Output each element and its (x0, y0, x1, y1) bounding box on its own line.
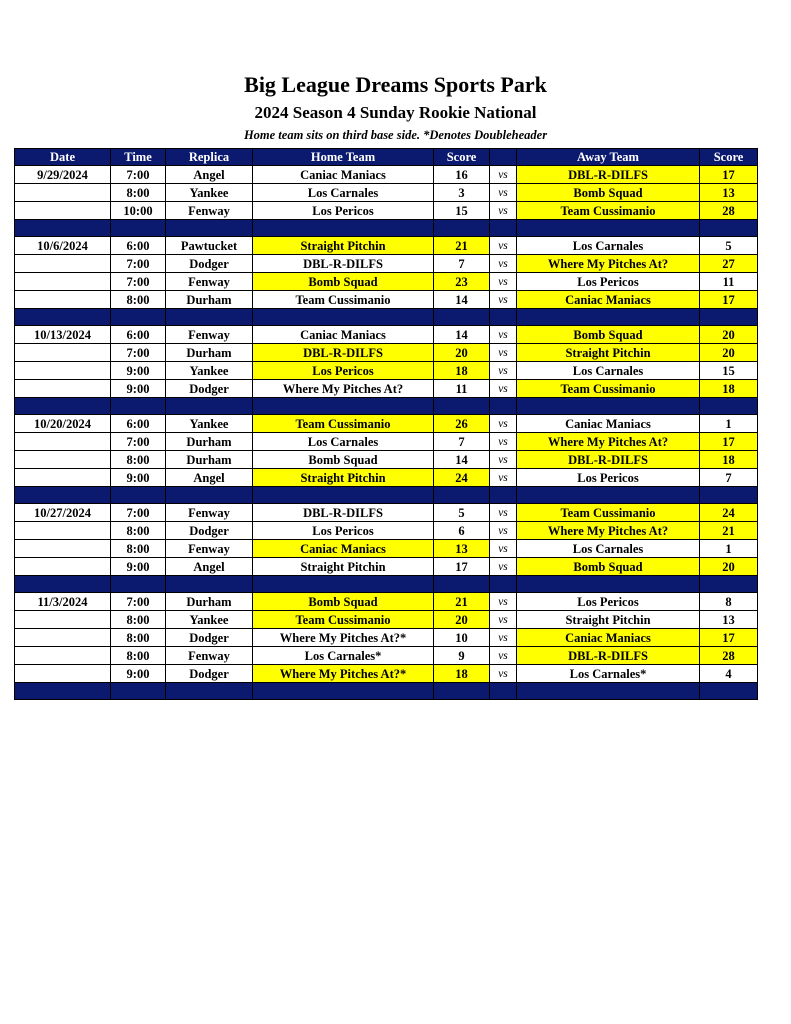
vs-cell: vs (490, 469, 517, 487)
replica-cell: Yankee (166, 611, 253, 629)
vs-cell: vs (490, 362, 517, 380)
date-cell (15, 344, 111, 362)
col-header-home-team: Home Team (253, 149, 434, 166)
away-score-cell: 17 (700, 433, 758, 451)
vs-cell: vs (490, 326, 517, 344)
home-score-cell: 14 (434, 291, 490, 309)
col-header-home-score: Score (434, 149, 490, 166)
time-cell: 8:00 (111, 647, 166, 665)
time-cell: 7:00 (111, 166, 166, 184)
col-header-date: Date (15, 149, 111, 166)
date-cell: 10/20/2024 (15, 415, 111, 433)
away-team-cell: Bomb Squad (517, 558, 700, 576)
schedule-body (15, 166, 758, 700)
replica-cell: Durham (166, 291, 253, 309)
date-cell (15, 611, 111, 629)
time-cell: 8:00 (111, 522, 166, 540)
away-team-cell: Straight Pitchin (517, 344, 700, 362)
time-cell: 6:00 (111, 237, 166, 255)
away-score-cell: 4 (700, 665, 758, 683)
away-score-cell: 27 (700, 255, 758, 273)
home-team-cell: Straight Pitchin (253, 558, 434, 576)
replica-cell: Durham (166, 344, 253, 362)
replica-cell: Angel (166, 166, 253, 184)
home-score-cell: 16 (434, 166, 490, 184)
home-score-cell: 11 (434, 380, 490, 398)
home-team-cell: Los Pericos (253, 522, 434, 540)
home-team-cell: Bomb Squad (253, 451, 434, 469)
replica-cell: Durham (166, 451, 253, 469)
time-cell: 6:00 (111, 326, 166, 344)
game-row (15, 415, 758, 433)
away-score-cell: 17 (700, 291, 758, 309)
away-score-cell: 13 (700, 611, 758, 629)
vs-cell: vs (490, 344, 517, 362)
replica-cell: Fenway (166, 504, 253, 522)
vs-cell: vs (490, 611, 517, 629)
replica-cell: Fenway (166, 540, 253, 558)
home-team-cell: Team Cussimanio (253, 291, 434, 309)
away-team-cell: Caniac Maniacs (517, 415, 700, 433)
time-cell: 7:00 (111, 255, 166, 273)
game-row (15, 504, 758, 522)
replica-cell: Dodger (166, 255, 253, 273)
time-cell: 7:00 (111, 593, 166, 611)
date-cell: 9/29/2024 (15, 166, 111, 184)
time-cell: 10:00 (111, 202, 166, 220)
away-team-cell: Caniac Maniacs (517, 629, 700, 647)
vs-cell: vs (490, 166, 517, 184)
home-score-cell: 10 (434, 629, 490, 647)
replica-cell: Angel (166, 469, 253, 487)
vs-cell: vs (490, 522, 517, 540)
home-team-cell: Team Cussimanio (253, 611, 434, 629)
away-score-cell: 18 (700, 380, 758, 398)
home-team-cell: Straight Pitchin (253, 237, 434, 255)
date-cell (15, 451, 111, 469)
game-row (15, 362, 758, 380)
away-team-cell: Los Carnales* (517, 665, 700, 683)
home-score-cell: 18 (434, 665, 490, 683)
away-team-cell: Bomb Squad (517, 326, 700, 344)
week-separator (15, 398, 758, 415)
time-cell: 8:00 (111, 540, 166, 558)
replica-cell: Dodger (166, 522, 253, 540)
time-cell: 8:00 (111, 184, 166, 202)
away-score-cell: 7 (700, 469, 758, 487)
game-row (15, 344, 758, 362)
away-team-cell: Team Cussimanio (517, 202, 700, 220)
date-cell (15, 522, 111, 540)
col-header-replica: Replica (166, 149, 253, 166)
home-score-cell: 14 (434, 326, 490, 344)
vs-cell: vs (490, 629, 517, 647)
table-header-row (15, 149, 758, 166)
page-subtitle: 2024 Season 4 Sunday Rookie National (254, 103, 537, 122)
date-cell (15, 647, 111, 665)
game-row (15, 237, 758, 255)
time-cell: 7:00 (111, 504, 166, 522)
home-team-cell: Where My Pitches At? (253, 380, 434, 398)
vs-cell: vs (490, 291, 517, 309)
home-team-cell: Bomb Squad (253, 273, 434, 291)
home-score-cell: 21 (434, 593, 490, 611)
date-cell (15, 558, 111, 576)
home-score-cell: 3 (434, 184, 490, 202)
schedule-table (14, 148, 758, 700)
home-score-cell: 24 (434, 469, 490, 487)
away-score-cell: 8 (700, 593, 758, 611)
week-separator (15, 487, 758, 504)
home-team-cell: Where My Pitches At?* (253, 665, 434, 683)
replica-cell: Durham (166, 593, 253, 611)
time-cell: 9:00 (111, 469, 166, 487)
home-score-cell: 15 (434, 202, 490, 220)
home-score-cell: 20 (434, 344, 490, 362)
away-score-cell: 17 (700, 166, 758, 184)
time-cell: 7:00 (111, 433, 166, 451)
away-score-cell: 24 (700, 504, 758, 522)
home-team-cell: Team Cussimanio (253, 415, 434, 433)
date-cell (15, 540, 111, 558)
vs-cell: vs (490, 593, 517, 611)
away-score-cell: 18 (700, 451, 758, 469)
home-team-note: Home team sits on third base side. *Denotes Doubleheader (243, 128, 548, 142)
vs-cell: vs (490, 665, 517, 683)
away-score-cell: 28 (700, 647, 758, 665)
away-team-cell: Caniac Maniacs (517, 291, 700, 309)
date-cell (15, 362, 111, 380)
col-header-time: Time (111, 149, 166, 166)
away-team-cell: Los Carnales (517, 237, 700, 255)
game-row (15, 273, 758, 291)
away-team-cell: Where My Pitches At? (517, 433, 700, 451)
home-score-cell: 23 (434, 273, 490, 291)
away-team-cell: Los Pericos (517, 593, 700, 611)
time-cell: 7:00 (111, 344, 166, 362)
week-separator (15, 576, 758, 593)
vs-cell: vs (490, 451, 517, 469)
away-score-cell: 13 (700, 184, 758, 202)
game-row (15, 255, 758, 273)
game-row (15, 326, 758, 344)
home-score-cell: 5 (434, 504, 490, 522)
replica-cell: Dodger (166, 629, 253, 647)
replica-cell: Pawtucket (166, 237, 253, 255)
away-score-cell: 1 (700, 540, 758, 558)
away-score-cell: 20 (700, 326, 758, 344)
home-score-cell: 7 (434, 255, 490, 273)
home-score-cell: 13 (434, 540, 490, 558)
away-score-cell: 20 (700, 558, 758, 576)
time-cell: 9:00 (111, 558, 166, 576)
away-score-cell: 28 (700, 202, 758, 220)
replica-cell: Fenway (166, 202, 253, 220)
game-row (15, 166, 758, 184)
home-team-cell: DBL-R-DILFS (253, 344, 434, 362)
home-score-cell: 21 (434, 237, 490, 255)
away-team-cell: Los Carnales (517, 540, 700, 558)
home-score-cell: 26 (434, 415, 490, 433)
week-separator (15, 220, 758, 237)
replica-cell: Yankee (166, 184, 253, 202)
time-cell: 9:00 (111, 665, 166, 683)
replica-cell: Dodger (166, 665, 253, 683)
vs-cell: vs (490, 380, 517, 398)
date-cell (15, 380, 111, 398)
vs-cell: vs (490, 558, 517, 576)
date-cell (15, 184, 111, 202)
replica-cell: Dodger (166, 380, 253, 398)
away-score-cell: 21 (700, 522, 758, 540)
replica-cell: Fenway (166, 273, 253, 291)
home-score-cell: 9 (434, 647, 490, 665)
vs-cell: vs (490, 504, 517, 522)
date-cell: 10/6/2024 (15, 237, 111, 255)
away-team-cell: Bomb Squad (517, 184, 700, 202)
game-row (15, 522, 758, 540)
away-team-cell: DBL-R-DILFS (517, 166, 700, 184)
home-team-cell: Straight Pitchin (253, 469, 434, 487)
col-header-vs (490, 149, 517, 166)
date-cell (15, 629, 111, 647)
away-team-cell: Where My Pitches At? (517, 522, 700, 540)
home-team-cell: Caniac Maniacs (253, 540, 434, 558)
game-row (15, 540, 758, 558)
away-team-cell: Team Cussimanio (517, 380, 700, 398)
game-row (15, 629, 758, 647)
date-cell: 11/3/2024 (15, 593, 111, 611)
home-team-cell: Los Carnales (253, 184, 434, 202)
home-team-cell: Caniac Maniacs (253, 326, 434, 344)
replica-cell: Durham (166, 433, 253, 451)
home-team-cell: Los Carnales* (253, 647, 434, 665)
vs-cell: vs (490, 273, 517, 291)
game-row (15, 433, 758, 451)
vs-cell: vs (490, 237, 517, 255)
vs-cell: vs (490, 184, 517, 202)
time-cell: 7:00 (111, 273, 166, 291)
vs-cell: vs (490, 540, 517, 558)
replica-cell: Fenway (166, 326, 253, 344)
time-cell: 9:00 (111, 362, 166, 380)
date-cell (15, 291, 111, 309)
away-score-cell: 20 (700, 344, 758, 362)
page-title: Big League Dreams Sports Park (244, 72, 547, 97)
date-cell (15, 469, 111, 487)
game-row (15, 665, 758, 683)
replica-cell: Fenway (166, 647, 253, 665)
home-team-cell: Los Carnales (253, 433, 434, 451)
vs-cell: vs (490, 255, 517, 273)
away-score-cell: 5 (700, 237, 758, 255)
home-team-cell: Los Pericos (253, 362, 434, 380)
time-cell: 9:00 (111, 380, 166, 398)
game-row (15, 611, 758, 629)
home-score-cell: 6 (434, 522, 490, 540)
game-row (15, 291, 758, 309)
date-cell (15, 665, 111, 683)
away-team-cell: Los Pericos (517, 469, 700, 487)
date-cell (15, 273, 111, 291)
game-row (15, 451, 758, 469)
date-cell: 10/27/2024 (15, 504, 111, 522)
away-team-cell: Los Carnales (517, 362, 700, 380)
home-team-cell: DBL-R-DILFS (253, 504, 434, 522)
col-header-away-score: Score (700, 149, 758, 166)
home-team-cell: Bomb Squad (253, 593, 434, 611)
time-cell: 8:00 (111, 629, 166, 647)
game-row (15, 184, 758, 202)
home-score-cell: 20 (434, 611, 490, 629)
game-row (15, 558, 758, 576)
home-score-cell: 18 (434, 362, 490, 380)
home-team-cell: Where My Pitches At?* (253, 629, 434, 647)
away-score-cell: 17 (700, 629, 758, 647)
vs-cell: vs (490, 433, 517, 451)
vs-cell: vs (490, 415, 517, 433)
vs-cell: vs (490, 647, 517, 665)
week-separator (15, 683, 758, 700)
replica-cell: Yankee (166, 415, 253, 433)
time-cell: 8:00 (111, 611, 166, 629)
time-cell: 8:00 (111, 451, 166, 469)
home-score-cell: 7 (434, 433, 490, 451)
away-score-cell: 1 (700, 415, 758, 433)
date-cell (15, 433, 111, 451)
replica-cell: Yankee (166, 362, 253, 380)
away-team-cell: Los Pericos (517, 273, 700, 291)
week-separator (15, 309, 758, 326)
game-row (15, 469, 758, 487)
away-team-cell: Team Cussimanio (517, 504, 700, 522)
home-score-cell: 17 (434, 558, 490, 576)
time-cell: 8:00 (111, 291, 166, 309)
away-team-cell: DBL-R-DILFS (517, 647, 700, 665)
away-team-cell: Straight Pitchin (517, 611, 700, 629)
game-row (15, 202, 758, 220)
home-team-cell: Caniac Maniacs (253, 166, 434, 184)
home-team-cell: DBL-R-DILFS (253, 255, 434, 273)
away-score-cell: 11 (700, 273, 758, 291)
col-header-away-team: Away Team (517, 149, 700, 166)
date-cell (15, 255, 111, 273)
replica-cell: Angel (166, 558, 253, 576)
home-score-cell: 14 (434, 451, 490, 469)
game-row (15, 593, 758, 611)
away-score-cell: 15 (700, 362, 758, 380)
game-row (15, 647, 758, 665)
away-team-cell: DBL-R-DILFS (517, 451, 700, 469)
date-cell (15, 202, 111, 220)
home-team-cell: Los Pericos (253, 202, 434, 220)
game-row (15, 380, 758, 398)
away-team-cell: Where My Pitches At? (517, 255, 700, 273)
time-cell: 6:00 (111, 415, 166, 433)
vs-cell: vs (490, 202, 517, 220)
date-cell: 10/13/2024 (15, 326, 111, 344)
